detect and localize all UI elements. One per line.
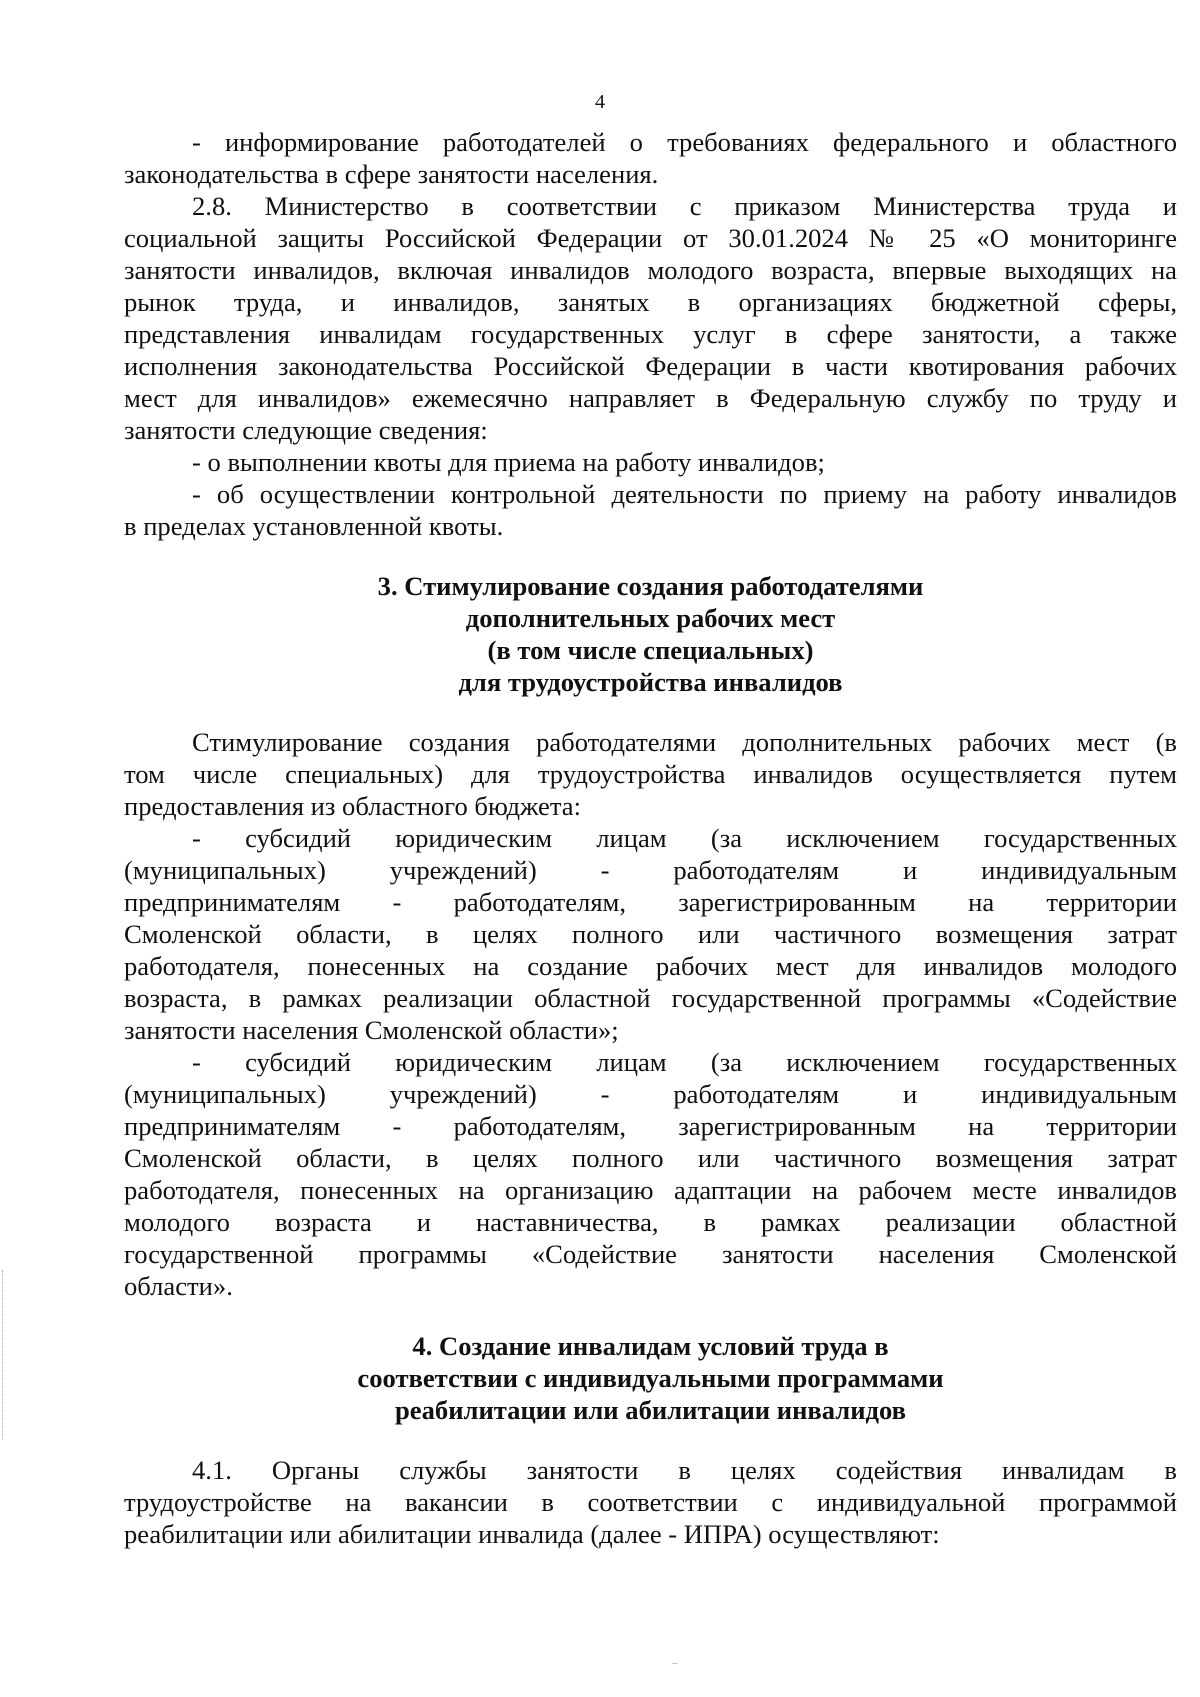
paragraph-line: том числе специальных) для трудоустройства инвалидов осуществляется путем xyxy=(124,759,1177,789)
paragraph-line: - о выполнении квоты для приема на работу инвалидов; xyxy=(192,447,825,477)
paragraph-line: (муниципальных) учреждений) - работодателям и индивидуальным xyxy=(124,855,1177,885)
paragraph-line: предпринимателям - работодателям, зарегистрированным на территории xyxy=(124,887,1177,917)
section-heading: для трудоустройства инвалидов xyxy=(458,667,843,697)
paragraph-line: в пределах установленной квоты. xyxy=(124,511,504,541)
paragraph-line: государственной программы «Содействие занятости населения Смоленской xyxy=(124,1239,1177,1269)
paragraph-line: мест для инвалидов» ежемесячно направляет в Федеральную службу по труду и xyxy=(124,383,1177,413)
spacer xyxy=(124,698,1177,726)
section-heading: дополнительных рабочих мест xyxy=(465,603,836,633)
paragraph-line: области». xyxy=(124,1271,233,1301)
paragraph-line: предпринимателям - работодателям, зарегистрированным на территории xyxy=(124,1111,1177,1141)
paragraph-line: - субсидий юридическим лицам (за исключением государственных xyxy=(192,1047,1177,1077)
paragraph-line: занятости инвалидов, включая инвалидов молодого возраста, впервые выходящих на xyxy=(124,255,1177,285)
document-body xyxy=(124,126,1177,1550)
section-heading: реабилитации или абилитации инвалидов xyxy=(395,1395,906,1425)
paragraph-line: трудоустройстве на вакансии в соответствии с индивидуальной программой xyxy=(124,1487,1177,1517)
paragraph-line: социальной защиты Российской Федерации от 30.01.2024 № 25 «О мониторинге xyxy=(124,223,1177,253)
paragraph-line: рынок труда, и инвалидов, занятых в организациях бюджетной сферы, xyxy=(124,287,1177,317)
spacer xyxy=(124,542,1177,570)
paragraph-line: Стимулирование создания работодателями дополнительных рабочих мест (в xyxy=(192,727,1177,757)
paragraph-line: Смоленской области, в целях полного или частичного возмещения затрат xyxy=(124,1143,1177,1173)
paragraph-line: 4.1. Органы службы занятости в целях содействия инвалидам в xyxy=(192,1455,1177,1485)
paragraph-line: возраста, в рамках реализации областной государственной программы «Содействие xyxy=(124,983,1177,1013)
paragraph-line: - информирование работодателей о требованиях федерального и областного xyxy=(192,127,1177,157)
paragraph-line: 2.8. Министерство в соответствии с приказом Министерства труда и xyxy=(192,191,1177,221)
paragraph-line: предоставления из областного бюджета: xyxy=(124,791,581,821)
paragraph-line: занятости следующие сведения: xyxy=(124,415,488,445)
paragraph-line: реабилитации или абилитации инвалида (далее - ИПРА) осуществляют: xyxy=(124,1519,940,1549)
paragraph-line: исполнения законодательства Российской Федерации в части квотирования рабочих xyxy=(124,351,1177,381)
paragraph-line: - субсидий юридическим лицам (за исключением государственных xyxy=(192,823,1177,853)
paragraph-line: молодого возраста и наставничества, в рамках реализации областной xyxy=(124,1207,1177,1237)
paragraph-line: (муниципальных) учреждений) - работодателям и индивидуальным xyxy=(124,1079,1177,1109)
spacer xyxy=(124,1302,1177,1330)
paragraph-line: представления инвалидам государственных услуг в сфере занятости, а также xyxy=(124,319,1177,349)
paragraph-line: занятости населения Смоленской области»; xyxy=(124,1015,619,1045)
scan-speck xyxy=(672,1663,678,1664)
paragraph-line: - об осуществлении контрольной деятельности по приему на работу инвалидов xyxy=(192,479,1177,509)
paragraph-line: Смоленской области, в целях полного или частичного возмещения затрат xyxy=(124,919,1177,949)
paragraph-line: законодательства в сфере занятости населения. xyxy=(124,159,659,189)
page-number: 4 xyxy=(595,91,605,113)
section-heading: соответствии с индивидуальными программами xyxy=(357,1363,944,1393)
section-heading: 3. Стимулирование создания работодателями xyxy=(377,571,924,601)
section-heading: 4. Создание инвалидам условий труда в xyxy=(412,1331,889,1361)
spacer xyxy=(124,1426,1177,1454)
paragraph-line: работодателя, понесенных на организацию адаптации на рабочем месте инвалидов xyxy=(124,1175,1177,1205)
section-heading: (в том числе специальных) xyxy=(487,635,814,665)
scan-margin-marks xyxy=(2,1270,5,1440)
paragraph-line: работодателя, понесенных на создание рабочих мест для инвалидов молодого xyxy=(124,951,1177,981)
